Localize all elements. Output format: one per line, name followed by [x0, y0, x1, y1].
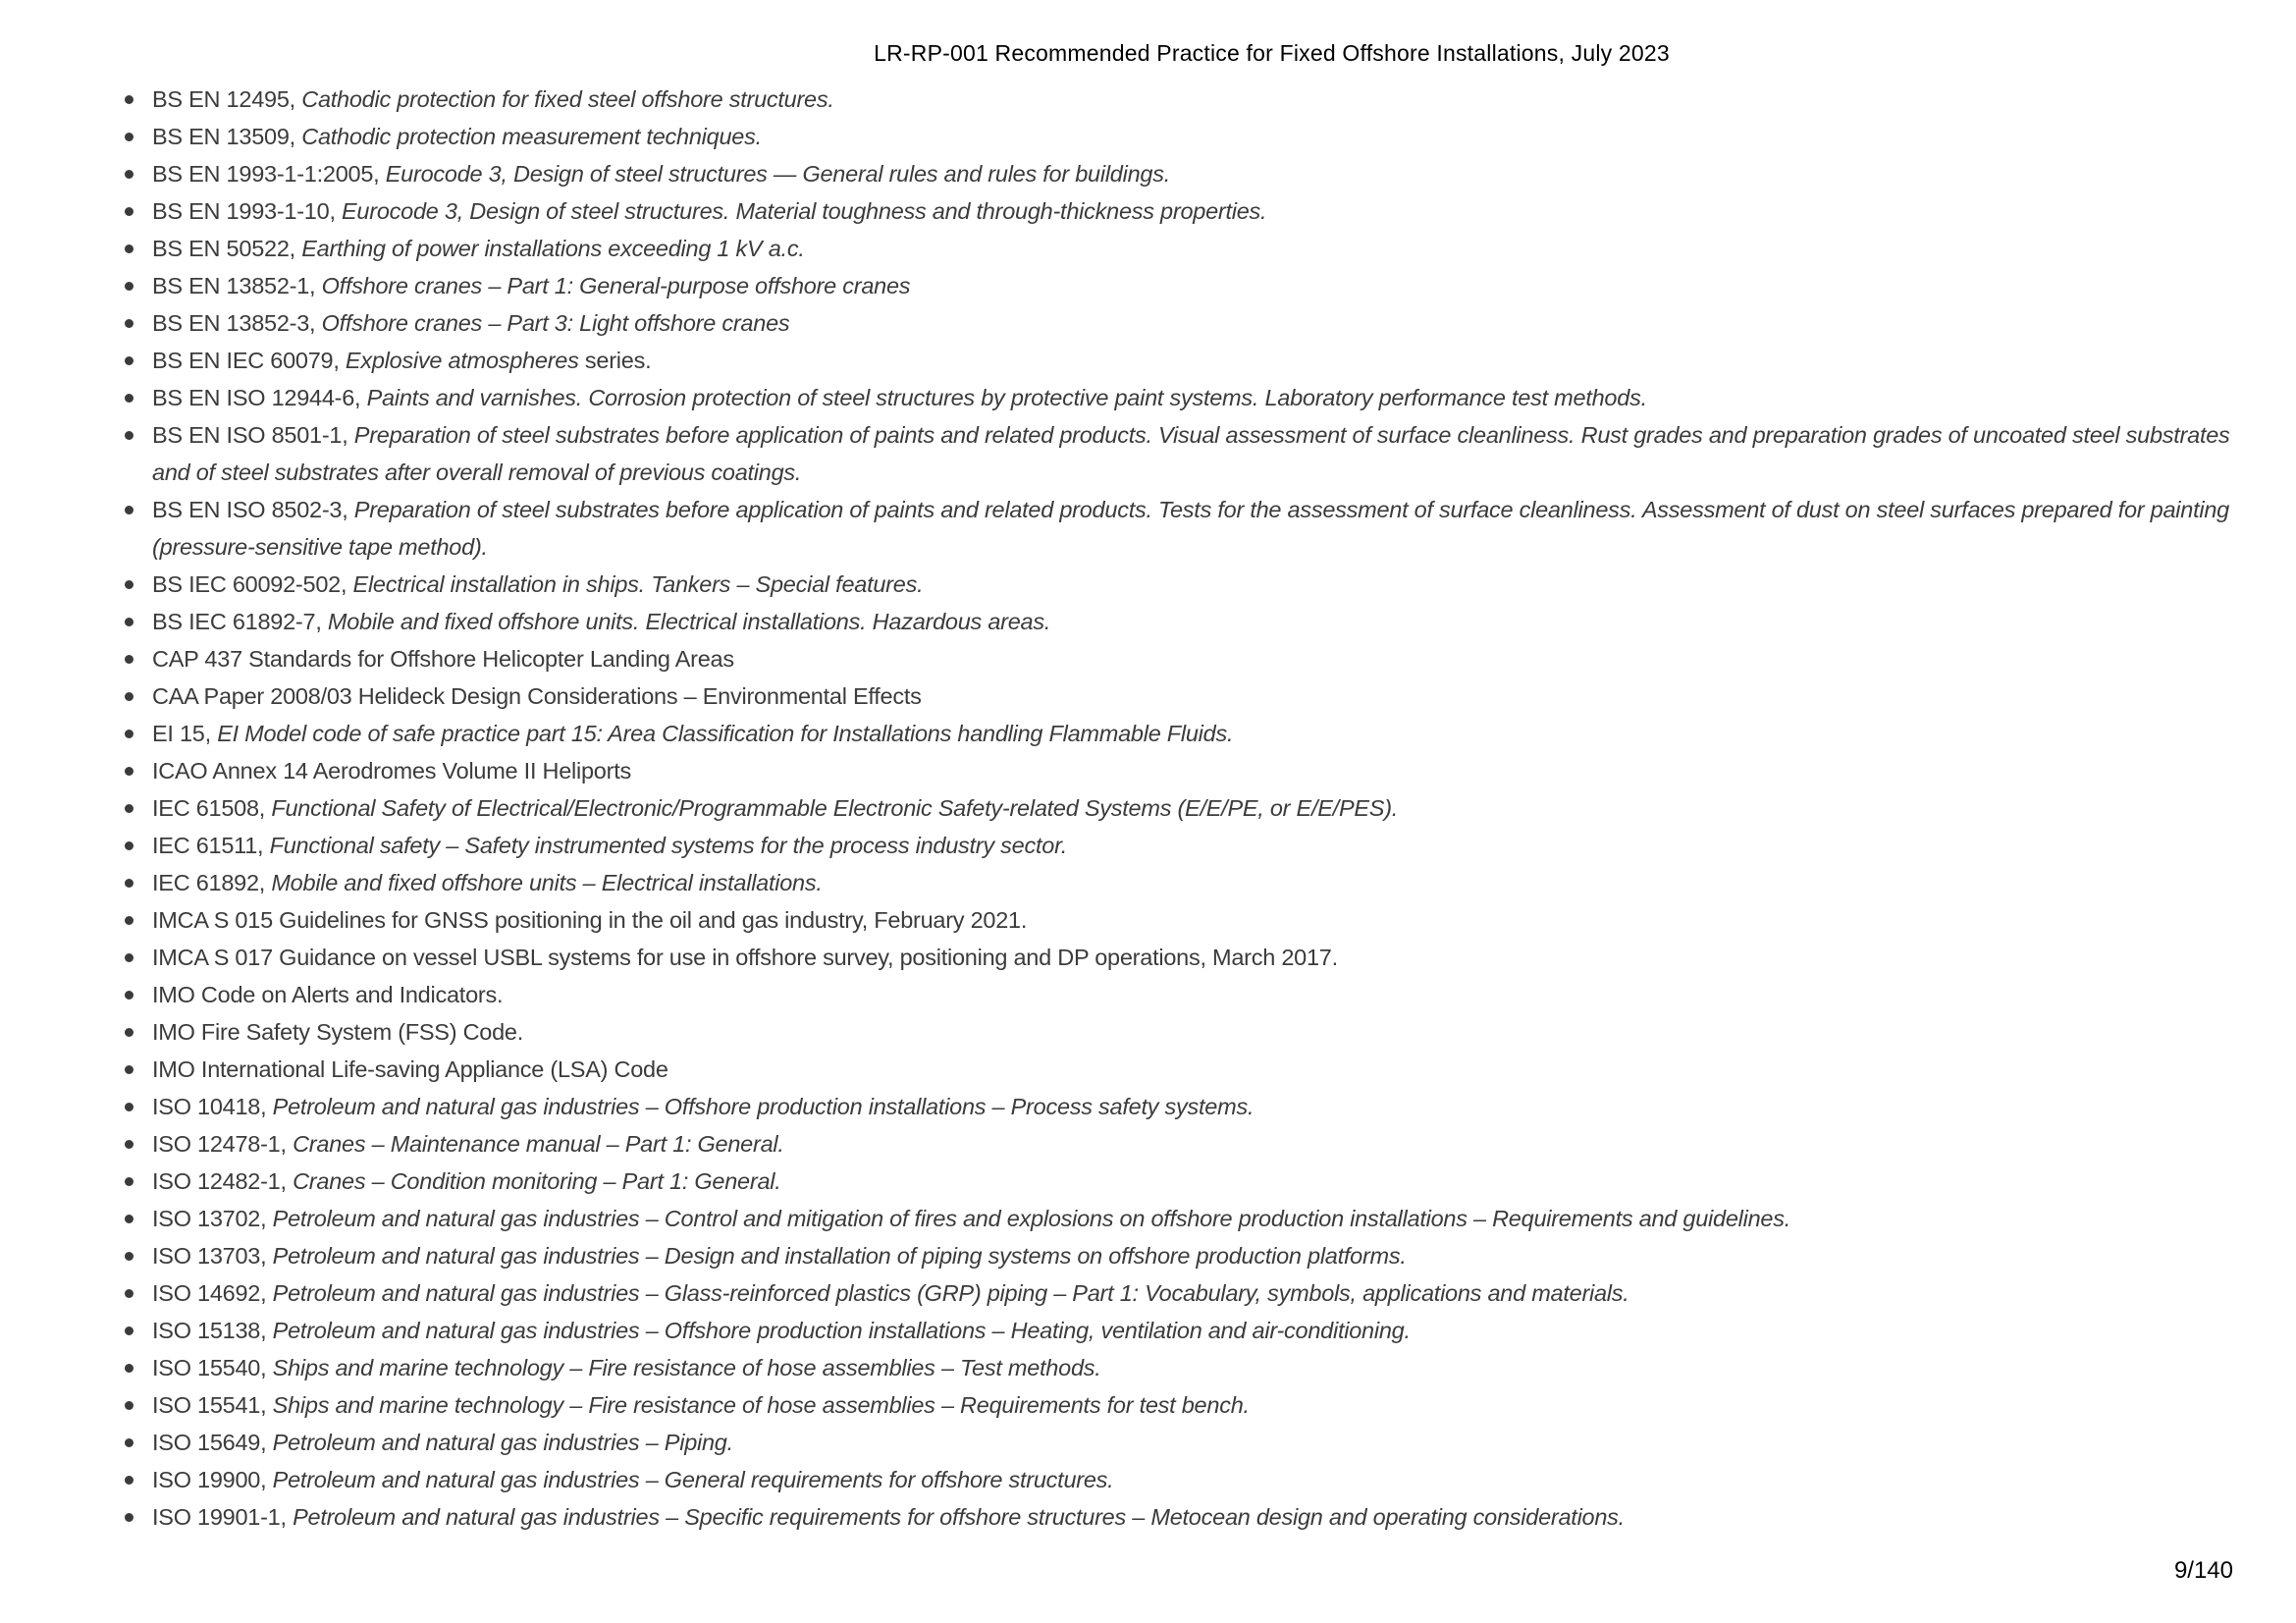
- reference-prefix: ISO 15540,: [152, 1355, 273, 1380]
- reference-title: Mobile and fixed offshore units – Electrical installations.: [271, 870, 823, 895]
- reference-title: Electrical installation in ships. Tankers – Special features.: [352, 571, 924, 597]
- references-list: [152, 81, 2235, 1536]
- reference-item: [152, 752, 2235, 789]
- reference-item: [152, 603, 2235, 640]
- reference-prefix: IEC 61508,: [152, 795, 272, 821]
- reference-item: [152, 677, 2235, 715]
- reference-title: Eurocode 3, Design of steel structures — General rules and rules for buildings.: [385, 161, 1171, 187]
- bullet-icon: [125, 319, 133, 328]
- reference-prefix: IMO International Life-saving Appliance (LSA) Code: [152, 1056, 668, 1082]
- reference-title: Ships and marine technology – Fire resistance of hose assemblies – Test methods.: [272, 1355, 1101, 1380]
- reference-title: Cranes – Maintenance manual – Part 1: General.: [293, 1131, 784, 1157]
- reference-item: [152, 789, 2235, 827]
- bullet-icon: [125, 1476, 133, 1485]
- bullet-icon: [125, 1215, 133, 1223]
- reference-item: [152, 491, 2235, 566]
- reference-title: Offshore cranes – Part 3: Light offshore cranes: [321, 310, 790, 336]
- reference-title: Preparation of steel substrates before application of paints and related products. Visual assessment of surface cleanliness. Rust grades and preparation grades of uncoated steel substrates and of steel substrates after overall removal of previous coatings.: [152, 422, 2230, 485]
- reference-prefix: ISO 14692,: [152, 1280, 273, 1306]
- reference-item: [152, 267, 2235, 304]
- reference-item: [152, 566, 2235, 603]
- reference-title: Cranes – Condition monitoring – Part 1: General.: [293, 1168, 781, 1194]
- reference-title: Petroleum and natural gas industries – Control and mitigation of fires and explosions on offshore production installations – Requirements and guidelines.: [272, 1206, 1790, 1231]
- reference-prefix: IEC 61511,: [152, 833, 270, 858]
- reference-prefix: BS EN 1993-1-10,: [152, 198, 342, 224]
- reference-item: [152, 901, 2235, 939]
- reference-item: [152, 1163, 2235, 1200]
- reference-title: Petroleum and natural gas industries – Glass-reinforced plastics (GRP) piping – Part 1: Vocabulary, symbols, applications and materials.: [272, 1280, 1629, 1306]
- reference-title: Paints and varnishes. Corrosion protection of steel structures by protective paint systems. Laboratory performance test methods.: [366, 385, 1647, 410]
- bullet-icon: [125, 953, 133, 962]
- bullet-icon: [125, 618, 133, 626]
- reference-prefix: BS EN 13852-3,: [152, 310, 322, 336]
- reference-prefix: BS EN ISO 8501-1,: [152, 422, 354, 448]
- reference-prefix: ISO 15138,: [152, 1318, 273, 1343]
- reference-prefix: BS EN 12495,: [152, 86, 302, 112]
- reference-item: [152, 118, 2235, 155]
- reference-item: [152, 1125, 2235, 1163]
- reference-prefix: ISO 19901-1,: [152, 1504, 294, 1530]
- reference-item: [152, 976, 2235, 1013]
- reference-prefix: BS EN 1993-1-1:2005,: [152, 161, 386, 187]
- reference-item: [152, 1498, 2235, 1536]
- reference-item: [152, 1349, 2235, 1386]
- reference-title: Petroleum and natural gas industries – General requirements for offshore structures.: [272, 1467, 1114, 1492]
- reference-item: [152, 230, 2235, 267]
- bullet-icon: [125, 730, 133, 738]
- bullet-icon: [125, 1513, 133, 1522]
- reference-item: [152, 379, 2235, 416]
- reference-prefix: ISO 12478-1,: [152, 1131, 294, 1157]
- reference-title: Functional Safety of Electrical/Electronic/Programmable Electronic Safety-related Systems (E/E/PE, or E/E/PES).: [271, 795, 1399, 821]
- reference-item: [152, 1386, 2235, 1424]
- bullet-icon: [125, 1252, 133, 1261]
- bullet-icon: [125, 1103, 133, 1111]
- reference-prefix: CAP 437 Standards for Offshore Helicopter Landing Areas: [152, 646, 734, 672]
- reference-item: [152, 416, 2235, 491]
- bullet-icon: [125, 1028, 133, 1037]
- bullet-icon: [125, 282, 133, 291]
- reference-item: [152, 155, 2235, 192]
- reference-item: [152, 1424, 2235, 1461]
- reference-prefix: BS IEC 60092-502,: [152, 571, 353, 597]
- reference-item: [152, 304, 2235, 342]
- reference-item: [152, 1274, 2235, 1312]
- reference-title: Preparation of steel substrates before application of paints and related products. Tests for the assessment of surface cleanliness. Assessment of dust on steel surfaces prepared for painting (pressure-sensitive tape method).: [152, 497, 2229, 560]
- reference-prefix: IMCA S 015 Guidelines for GNSS positioning in the oil and gas industry, February 2021.: [152, 907, 1028, 933]
- reference-title: Petroleum and natural gas industries – Design and installation of piping systems on offshore production platforms.: [272, 1243, 1407, 1269]
- bullet-icon: [125, 580, 133, 589]
- reference-title: Petroleum and natural gas industries – Piping.: [272, 1430, 733, 1455]
- reference-item: [152, 192, 2235, 230]
- bullet-icon: [125, 1289, 133, 1298]
- bullet-icon: [125, 655, 133, 664]
- reference-item: [152, 827, 2235, 864]
- reference-prefix: IMO Fire Safety System (FSS) Code.: [152, 1019, 524, 1045]
- bullet-icon: [125, 133, 133, 141]
- reference-title: Eurocode 3, Design of steel structures. Material toughness and through-thickness properties.: [342, 198, 1267, 224]
- bullet-icon: [125, 1065, 133, 1074]
- reference-title: Ships and marine technology – Fire resistance of hose assemblies – Requirements for test bench.: [272, 1392, 1250, 1418]
- reference-title: Cathodic protection measurement techniques.: [301, 124, 762, 149]
- reference-prefix: CAA Paper 2008/03 Helideck Design Considerations – Environmental Effects: [152, 683, 922, 709]
- reference-item: [152, 81, 2235, 118]
- reference-title: Offshore cranes – Part 1: General-purpose offshore cranes: [321, 273, 911, 298]
- bullet-icon: [125, 244, 133, 253]
- reference-title: Mobile and fixed offshore units. Electrical installations. Hazardous areas.: [327, 609, 1051, 634]
- bullet-icon: [125, 1326, 133, 1335]
- reference-prefix: BS EN 50522,: [152, 236, 302, 261]
- bullet-icon: [125, 506, 133, 514]
- bullet-icon: [125, 991, 133, 1000]
- bullet-icon: [125, 1401, 133, 1410]
- reference-prefix: ISO 10418,: [152, 1094, 273, 1119]
- reference-item: [152, 864, 2235, 901]
- reference-prefix: BS EN IEC 60079,: [152, 348, 346, 373]
- bullet-icon: [125, 431, 133, 440]
- reference-title: EI Model code of safe practice part 15: Area Classification for Installations handling Flammable Fluids.: [217, 721, 1234, 746]
- reference-item: [152, 342, 2235, 379]
- bullet-icon: [125, 692, 133, 701]
- reference-item: [152, 1461, 2235, 1498]
- bullet-icon: [125, 767, 133, 776]
- reference-title: Earthing of power installations exceeding 1 kV a.c.: [301, 236, 805, 261]
- bullet-icon: [125, 1177, 133, 1186]
- reference-item: [152, 715, 2235, 752]
- reference-item: [152, 1312, 2235, 1349]
- reference-item: [152, 1013, 2235, 1051]
- reference-title: Cathodic protection for fixed steel offshore structures.: [301, 86, 834, 112]
- header-title: LR-RP-001 Recommended Practice for Fixed Offshore Installations, July 2023: [874, 40, 1670, 66]
- reference-item: [152, 1237, 2235, 1274]
- reference-title: Functional safety – Safety instrumented systems for the process industry sector.: [269, 833, 1068, 858]
- reference-prefix: ISO 15649,: [152, 1430, 273, 1455]
- bullet-icon: [125, 1438, 133, 1447]
- reference-prefix: BS IEC 61892-7,: [152, 609, 328, 634]
- bullet-icon: [125, 1364, 133, 1373]
- bullet-icon: [125, 356, 133, 365]
- reference-prefix: ISO 19900,: [152, 1467, 273, 1492]
- reference-prefix: BS EN ISO 8502-3,: [152, 497, 354, 522]
- reference-title: Explosive atmospheres: [345, 348, 579, 373]
- reference-title: Petroleum and natural gas industries – Offshore production installations – Heating, ventilation and air-conditioning.: [272, 1318, 1411, 1343]
- bullet-icon: [125, 1140, 133, 1149]
- bullet-icon: [125, 841, 133, 850]
- reference-prefix: ISO 15541,: [152, 1392, 273, 1418]
- reference-prefix: IEC 61892,: [152, 870, 272, 895]
- page-header: [0, 40, 2296, 67]
- reference-prefix: EI 15,: [152, 721, 218, 746]
- bullet-icon: [125, 916, 133, 925]
- reference-prefix: ICAO Annex 14 Aerodromes Volume II Heliports: [152, 758, 631, 784]
- reference-prefix: ISO 12482-1,: [152, 1168, 294, 1194]
- reference-item: [152, 1051, 2235, 1088]
- reference-prefix: IMO Code on Alerts and Indicators.: [152, 982, 504, 1007]
- bullet-icon: [125, 879, 133, 888]
- reference-prefix: IMCA S 017 Guidance on vessel USBL systems for use in offshore survey, positioning and DP operations, March 2017.: [152, 945, 1338, 970]
- reference-prefix: BS EN 13852-1,: [152, 273, 322, 298]
- reference-item: [152, 939, 2235, 976]
- reference-prefix: BS EN ISO 12944-6,: [152, 385, 367, 410]
- reference-item: [152, 1200, 2235, 1237]
- bullet-icon: [125, 207, 133, 216]
- page-number: 9/140: [2173, 1557, 2233, 1584]
- bullet-icon: [125, 95, 133, 104]
- reference-prefix: ISO 13703,: [152, 1243, 273, 1269]
- bullet-icon: [125, 804, 133, 813]
- bullet-icon: [125, 394, 133, 403]
- reference-item: [152, 640, 2235, 677]
- reference-title: Petroleum and natural gas industries – Offshore production installations – Process safety systems.: [272, 1094, 1255, 1119]
- reference-suffix: series.: [578, 348, 652, 373]
- reference-item: [152, 1088, 2235, 1125]
- reference-prefix: ISO 13702,: [152, 1206, 273, 1231]
- reference-title: Petroleum and natural gas industries – Specific requirements for offshore structures – Metocean design and operating considerations.: [293, 1504, 1625, 1530]
- bullet-icon: [125, 170, 133, 179]
- reference-prefix: BS EN 13509,: [152, 124, 302, 149]
